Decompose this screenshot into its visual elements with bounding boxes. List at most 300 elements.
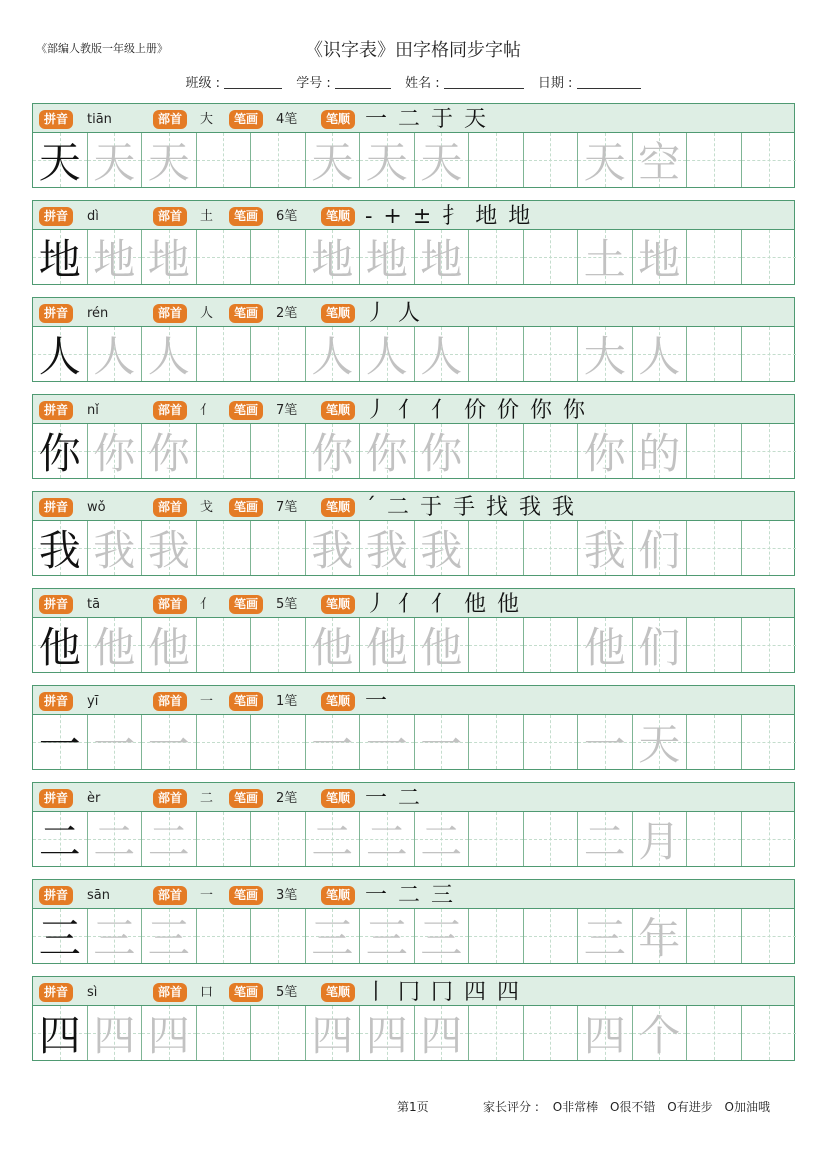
stroke-count-value (276, 886, 297, 905)
trace-character: 四 (311, 1011, 354, 1060)
grid-cell[interactable] (88, 909, 143, 963)
trace-character: 我 (147, 526, 190, 575)
grid-cell[interactable] (469, 230, 524, 284)
grid-cell[interactable] (33, 618, 88, 672)
grid-cell[interactable] (415, 424, 470, 478)
grid-cell[interactable] (142, 715, 197, 769)
row-header (32, 394, 795, 424)
grid-cell[interactable] (633, 521, 688, 575)
grid-cell[interactable] (33, 812, 88, 866)
trace-character: 天 (365, 138, 408, 187)
grid-cell[interactable] (415, 133, 470, 187)
stroke-order-tag: 笔顺 (321, 304, 355, 323)
grid-cell[interactable] (360, 618, 415, 672)
grid-cell[interactable] (197, 133, 252, 187)
practice-row (32, 879, 795, 964)
grid-cell[interactable] (360, 812, 415, 866)
grid-cell[interactable] (306, 618, 361, 672)
trace-character: 二 (93, 817, 136, 866)
grid-cell[interactable] (469, 1006, 524, 1060)
pinyin-value: èr (87, 791, 101, 806)
pinyin-tag: 拼音 (39, 110, 73, 129)
stroke-count-tag: 笔画 (229, 983, 263, 1002)
grid-cell[interactable] (687, 715, 742, 769)
grid-cell[interactable] (578, 327, 633, 381)
grid-cell[interactable] (360, 909, 415, 963)
grid-cell[interactable] (687, 327, 742, 381)
grid-cell[interactable] (524, 812, 579, 866)
stroke-order-value: 丿 亻 亻 价 价 你 你 (365, 398, 587, 423)
grid-cell[interactable] (197, 812, 252, 866)
grid-cell[interactable] (469, 812, 524, 866)
trace-character: 天 (147, 138, 190, 187)
grid-cell[interactable] (142, 133, 197, 187)
grid-cell[interactable] (251, 521, 306, 575)
stroke-unit: 笔 (284, 888, 298, 903)
grid-cell[interactable] (578, 618, 633, 672)
row-header (32, 976, 795, 1006)
stroke-unit: 笔 (284, 403, 298, 418)
grid-cell[interactable] (360, 424, 415, 478)
rating-option-keep-going[interactable]: O加油哦 (724, 1100, 770, 1114)
grid-cell[interactable] (524, 715, 579, 769)
stroke-count-number: 5 (276, 985, 285, 1000)
row-header (32, 491, 795, 521)
model-character: 二 (38, 817, 81, 866)
grid-cell[interactable] (197, 909, 252, 963)
trace-character: 天 (638, 720, 681, 769)
grid-cell[interactable] (578, 133, 633, 187)
grid-cell[interactable] (88, 1006, 143, 1060)
rating-option-very-good[interactable]: O很不错 (609, 1100, 656, 1114)
grid-cell[interactable] (524, 327, 579, 381)
trace-character: 他 (583, 623, 626, 672)
row-header (32, 103, 795, 133)
grid-cell[interactable] (742, 230, 797, 284)
grid-cell[interactable] (742, 133, 797, 187)
grid-cell[interactable] (142, 521, 197, 575)
radical-value: 亻 (200, 597, 214, 612)
trace-character: 天 (311, 138, 354, 187)
stroke-count-number: 3 (276, 888, 285, 903)
grid-cell[interactable] (469, 424, 524, 478)
grid-cell[interactable] (306, 230, 361, 284)
pinyin-tag: 拼音 (39, 692, 73, 711)
grid-cell[interactable] (415, 1006, 470, 1060)
model-character: 四 (38, 1011, 81, 1060)
grid-cell[interactable] (469, 327, 524, 381)
grid-cell[interactable] (578, 909, 633, 963)
practice-row (32, 394, 795, 479)
trace-character: 你 (583, 429, 626, 478)
grid-cell[interactable] (251, 327, 306, 381)
model-character: 三 (38, 914, 81, 963)
trace-character: 三 (420, 914, 463, 963)
grid-cell[interactable] (524, 618, 579, 672)
stroke-count-value (276, 789, 297, 808)
grid-cell[interactable] (578, 812, 633, 866)
grid-cell[interactable] (524, 424, 579, 478)
trace-character: 土 (583, 235, 626, 284)
stroke-order-tag: 笔顺 (321, 692, 355, 711)
trace-character: 你 (420, 429, 463, 478)
stroke-count-tag: 笔画 (229, 789, 263, 808)
radical-tag: 部首 (153, 886, 187, 905)
grid-cell[interactable] (306, 424, 361, 478)
stroke-count-number: 5 (276, 597, 285, 612)
pinyin-tag: 拼音 (39, 983, 73, 1002)
trace-character: 一 (311, 720, 354, 769)
grid-cell[interactable] (469, 133, 524, 187)
grid-cell[interactable] (33, 133, 88, 187)
trace-character: 你 (147, 429, 190, 478)
stroke-order-value: 一 二 于 天 (365, 107, 488, 132)
grid-cell[interactable] (524, 521, 579, 575)
trace-character: 二 (420, 817, 463, 866)
grid-cell[interactable] (633, 424, 688, 478)
grid-cell[interactable] (142, 230, 197, 284)
stroke-count-value (276, 110, 297, 129)
radical-tag: 部首 (153, 983, 187, 1002)
pinyin-tag: 拼音 (39, 401, 73, 420)
stroke-count-number: 6 (276, 209, 285, 224)
trace-character: 你 (93, 429, 136, 478)
stroke-count-tag: 笔画 (229, 304, 263, 323)
grid-cell[interactable] (306, 521, 361, 575)
row-header (32, 782, 795, 812)
stroke-order-tag: 笔顺 (321, 886, 355, 905)
tianzige-grid (32, 521, 795, 576)
grid-cell[interactable] (88, 812, 143, 866)
rating-option-improving[interactable]: O有进步 (667, 1100, 713, 1114)
stroke-order-value: 一 二 三 (365, 883, 455, 908)
grid-cell[interactable] (469, 909, 524, 963)
student-number-field[interactable] (296, 72, 391, 91)
row-header (32, 685, 795, 715)
pinyin-value: sān (87, 888, 110, 903)
stroke-count-tag: 笔画 (229, 110, 263, 129)
tianzige-grid (32, 133, 795, 188)
trace-character: 人 (420, 332, 463, 381)
stroke-unit: 笔 (284, 694, 298, 709)
grid-cell[interactable] (197, 715, 252, 769)
trace-character: 我 (583, 526, 626, 575)
stroke-unit: 笔 (284, 791, 298, 806)
grid-cell[interactable] (306, 1006, 361, 1060)
grid-cell[interactable] (524, 133, 579, 187)
grid-cell[interactable] (33, 909, 88, 963)
pinyin-tag: 拼音 (39, 595, 73, 614)
grid-cell[interactable] (197, 618, 252, 672)
trace-character: 二 (583, 817, 626, 866)
grid-cell[interactable] (687, 424, 742, 478)
pinyin-value: wǒ (87, 500, 106, 515)
radical-value: 土 (200, 209, 214, 224)
tianzige-grid (32, 618, 795, 673)
radical-tag: 部首 (153, 595, 187, 614)
parent-rating (483, 1098, 778, 1115)
stroke-count-tag: 笔画 (229, 498, 263, 517)
grid-cell[interactable] (306, 909, 361, 963)
stroke-count-tag: 笔画 (229, 692, 263, 711)
trace-character: 一 (583, 720, 626, 769)
grid-cell[interactable] (469, 521, 524, 575)
radical-tag: 部首 (153, 207, 187, 226)
grid-cell[interactable] (742, 909, 797, 963)
trace-character: 我 (311, 526, 354, 575)
grid-cell[interactable] (687, 521, 742, 575)
grid-cell[interactable] (197, 521, 252, 575)
tianzige-grid (32, 1006, 795, 1061)
grid-cell[interactable] (524, 1006, 579, 1060)
rating-option-excellent[interactable]: O非常棒 (552, 1100, 599, 1114)
grid-cell[interactable] (197, 424, 252, 478)
grid-cell[interactable] (251, 812, 306, 866)
grid-cell[interactable] (88, 715, 143, 769)
trace-character: 你 (311, 429, 354, 478)
grid-cell[interactable] (687, 618, 742, 672)
grid-cell[interactable] (306, 812, 361, 866)
grid-cell[interactable] (306, 715, 361, 769)
grid-cell[interactable] (578, 424, 633, 478)
trace-character: 四 (93, 1011, 136, 1060)
grid-cell[interactable] (742, 424, 797, 478)
grid-cell[interactable] (142, 909, 197, 963)
grid-cell[interactable] (33, 1006, 88, 1060)
radical-value: 大 (200, 112, 214, 127)
grid-cell[interactable] (742, 715, 797, 769)
grid-cell[interactable] (742, 1006, 797, 1060)
practice-row (32, 297, 795, 382)
grid-cell[interactable] (742, 327, 797, 381)
grid-cell[interactable] (742, 812, 797, 866)
model-character: 我 (38, 526, 81, 575)
grid-cell[interactable] (88, 230, 143, 284)
trace-character: 二 (147, 817, 190, 866)
trace-character: 们 (638, 526, 681, 575)
tianzige-grid (32, 230, 795, 285)
grid-cell[interactable] (360, 230, 415, 284)
grid-cell[interactable] (415, 618, 470, 672)
trace-character: 个 (638, 1011, 681, 1060)
grid-cell[interactable] (687, 1006, 742, 1060)
pinyin-tag: 拼音 (39, 789, 73, 808)
stroke-order-tag: 笔顺 (321, 498, 355, 517)
trace-character: 三 (583, 914, 626, 963)
stroke-count-number: 7 (276, 500, 285, 515)
stroke-count-number: 2 (276, 791, 285, 806)
grid-cell[interactable] (88, 424, 143, 478)
grid-cell[interactable] (578, 230, 633, 284)
grid-cell[interactable] (88, 133, 143, 187)
trace-character: 他 (365, 623, 408, 672)
grid-cell[interactable] (415, 715, 470, 769)
grid-cell[interactable] (415, 812, 470, 866)
row-header (32, 297, 795, 327)
trace-character: 我 (93, 526, 136, 575)
grid-cell[interactable] (142, 327, 197, 381)
stroke-order-tag: 笔顺 (321, 595, 355, 614)
grid-cell[interactable] (524, 230, 579, 284)
grid-cell[interactable] (360, 327, 415, 381)
grid-cell[interactable] (197, 327, 252, 381)
stroke-count-number: 7 (276, 403, 285, 418)
student-number-label: 学号 : (296, 76, 331, 91)
trace-character: 一 (365, 720, 408, 769)
trace-character: 我 (420, 526, 463, 575)
grid-cell[interactable] (142, 424, 197, 478)
grid-cell[interactable] (469, 618, 524, 672)
tianzige-grid (32, 715, 795, 770)
trace-character: 天 (583, 138, 626, 187)
trace-character: 四 (365, 1011, 408, 1060)
stroke-order-value: 丨 冂 冂 四 四 (365, 980, 521, 1005)
stroke-count-value (276, 401, 297, 420)
grid-cell[interactable] (524, 909, 579, 963)
grid-cell[interactable] (33, 521, 88, 575)
grid-cell[interactable] (687, 812, 742, 866)
pinyin-value: rén (87, 306, 109, 321)
grid-cell[interactable] (633, 909, 688, 963)
grid-cell[interactable] (742, 618, 797, 672)
radical-value: 一 (200, 888, 214, 903)
radical-value: 人 (200, 306, 214, 321)
grid-cell[interactable] (360, 133, 415, 187)
grid-cell[interactable] (742, 521, 797, 575)
grid-cell[interactable] (578, 521, 633, 575)
grid-cell[interactable] (251, 1006, 306, 1060)
grid-cell[interactable] (360, 521, 415, 575)
practice-row (32, 103, 795, 188)
grid-cell[interactable] (306, 327, 361, 381)
grid-cell[interactable] (633, 327, 688, 381)
stroke-count-tag: 笔画 (229, 401, 263, 420)
grid-cell[interactable] (251, 909, 306, 963)
grid-cell[interactable] (578, 715, 633, 769)
class-field[interactable] (185, 72, 282, 91)
stroke-unit: 笔 (284, 500, 298, 515)
trace-character: 大 (583, 332, 626, 381)
trace-character: 空 (638, 138, 681, 187)
tianzige-grid (32, 812, 795, 867)
trace-character: 他 (420, 623, 463, 672)
stroke-count-value (276, 595, 297, 614)
stroke-order-value: 丿 人 (365, 301, 422, 326)
grid-cell[interactable] (633, 133, 688, 187)
model-character: 人 (38, 332, 81, 381)
grid-cell[interactable] (197, 1006, 252, 1060)
grid-cell[interactable] (251, 230, 306, 284)
model-character: 他 (38, 623, 81, 672)
stroke-count-tag: 笔画 (229, 207, 263, 226)
pinyin-value: tiān (87, 112, 112, 127)
grid-cell[interactable] (415, 230, 470, 284)
grid-cell[interactable] (633, 1006, 688, 1060)
stroke-count-tag: 笔画 (229, 886, 263, 905)
trace-character: 你 (365, 429, 408, 478)
stroke-count-number: 4 (276, 112, 285, 127)
grid-cell[interactable] (469, 715, 524, 769)
grid-cell[interactable] (251, 715, 306, 769)
grid-cell[interactable] (687, 230, 742, 284)
grid-cell[interactable] (88, 327, 143, 381)
stroke-count-value (276, 207, 297, 226)
grid-cell[interactable] (142, 1006, 197, 1060)
radical-tag: 部首 (153, 692, 187, 711)
grid-cell[interactable] (33, 715, 88, 769)
grid-cell[interactable] (142, 618, 197, 672)
pinyin-value: tā (87, 597, 101, 612)
stroke-count-value (276, 983, 297, 1002)
grid-cell[interactable] (88, 618, 143, 672)
model-character: 地 (38, 235, 81, 284)
grid-cell[interactable] (687, 909, 742, 963)
grid-cell[interactable] (415, 521, 470, 575)
trace-character: 四 (147, 1011, 190, 1060)
grid-cell[interactable] (33, 230, 88, 284)
pinyin-tag: 拼音 (39, 886, 73, 905)
trace-character: 一 (420, 720, 463, 769)
grid-cell[interactable] (33, 327, 88, 381)
grid-cell[interactable] (360, 715, 415, 769)
row-header (32, 879, 795, 909)
trace-character: 他 (311, 623, 354, 672)
grid-cell[interactable] (251, 424, 306, 478)
practice-row (32, 976, 795, 1061)
grid-cell[interactable] (578, 1006, 633, 1060)
grid-cell[interactable] (633, 618, 688, 672)
pinyin-value: yī (87, 694, 99, 709)
trace-character: 二 (311, 817, 354, 866)
edition-label: 《部编人教版一年级上册》 (36, 42, 168, 55)
stroke-order-value: 一 二 (365, 786, 422, 811)
grid-cell[interactable] (142, 812, 197, 866)
trace-character: 天 (93, 138, 136, 187)
model-character: 天 (38, 138, 81, 187)
trace-character: 地 (638, 235, 681, 284)
trace-character: 三 (93, 914, 136, 963)
trace-character: 一 (147, 720, 190, 769)
grid-cell[interactable] (415, 909, 470, 963)
trace-character: 三 (311, 914, 354, 963)
stroke-order-value: - + ± 扌 地 地 (365, 204, 533, 229)
grid-cell[interactable] (687, 133, 742, 187)
radical-value: 一 (200, 694, 214, 709)
grid-cell[interactable] (197, 230, 252, 284)
trace-character: 四 (420, 1011, 463, 1060)
trace-character: 们 (638, 623, 681, 672)
tianzige-grid (32, 327, 795, 382)
name-field[interactable] (405, 72, 524, 91)
stroke-count-number: 1 (276, 694, 285, 709)
grid-cell[interactable] (360, 1006, 415, 1060)
grid-cell[interactable] (33, 424, 88, 478)
grid-cell[interactable] (251, 618, 306, 672)
grid-cell[interactable] (633, 715, 688, 769)
pinyin-tag: 拼音 (39, 498, 73, 517)
grid-cell[interactable] (415, 327, 470, 381)
practice-row (32, 491, 795, 576)
trace-character: 一 (93, 720, 136, 769)
grid-cell[interactable] (88, 521, 143, 575)
date-field[interactable] (538, 72, 641, 91)
grid-cell[interactable] (633, 230, 688, 284)
grid-cell[interactable] (251, 133, 306, 187)
grid-cell[interactable] (306, 133, 361, 187)
grid-cell[interactable] (633, 812, 688, 866)
pinyin-value: dì (87, 209, 99, 224)
stroke-unit: 笔 (284, 112, 298, 127)
